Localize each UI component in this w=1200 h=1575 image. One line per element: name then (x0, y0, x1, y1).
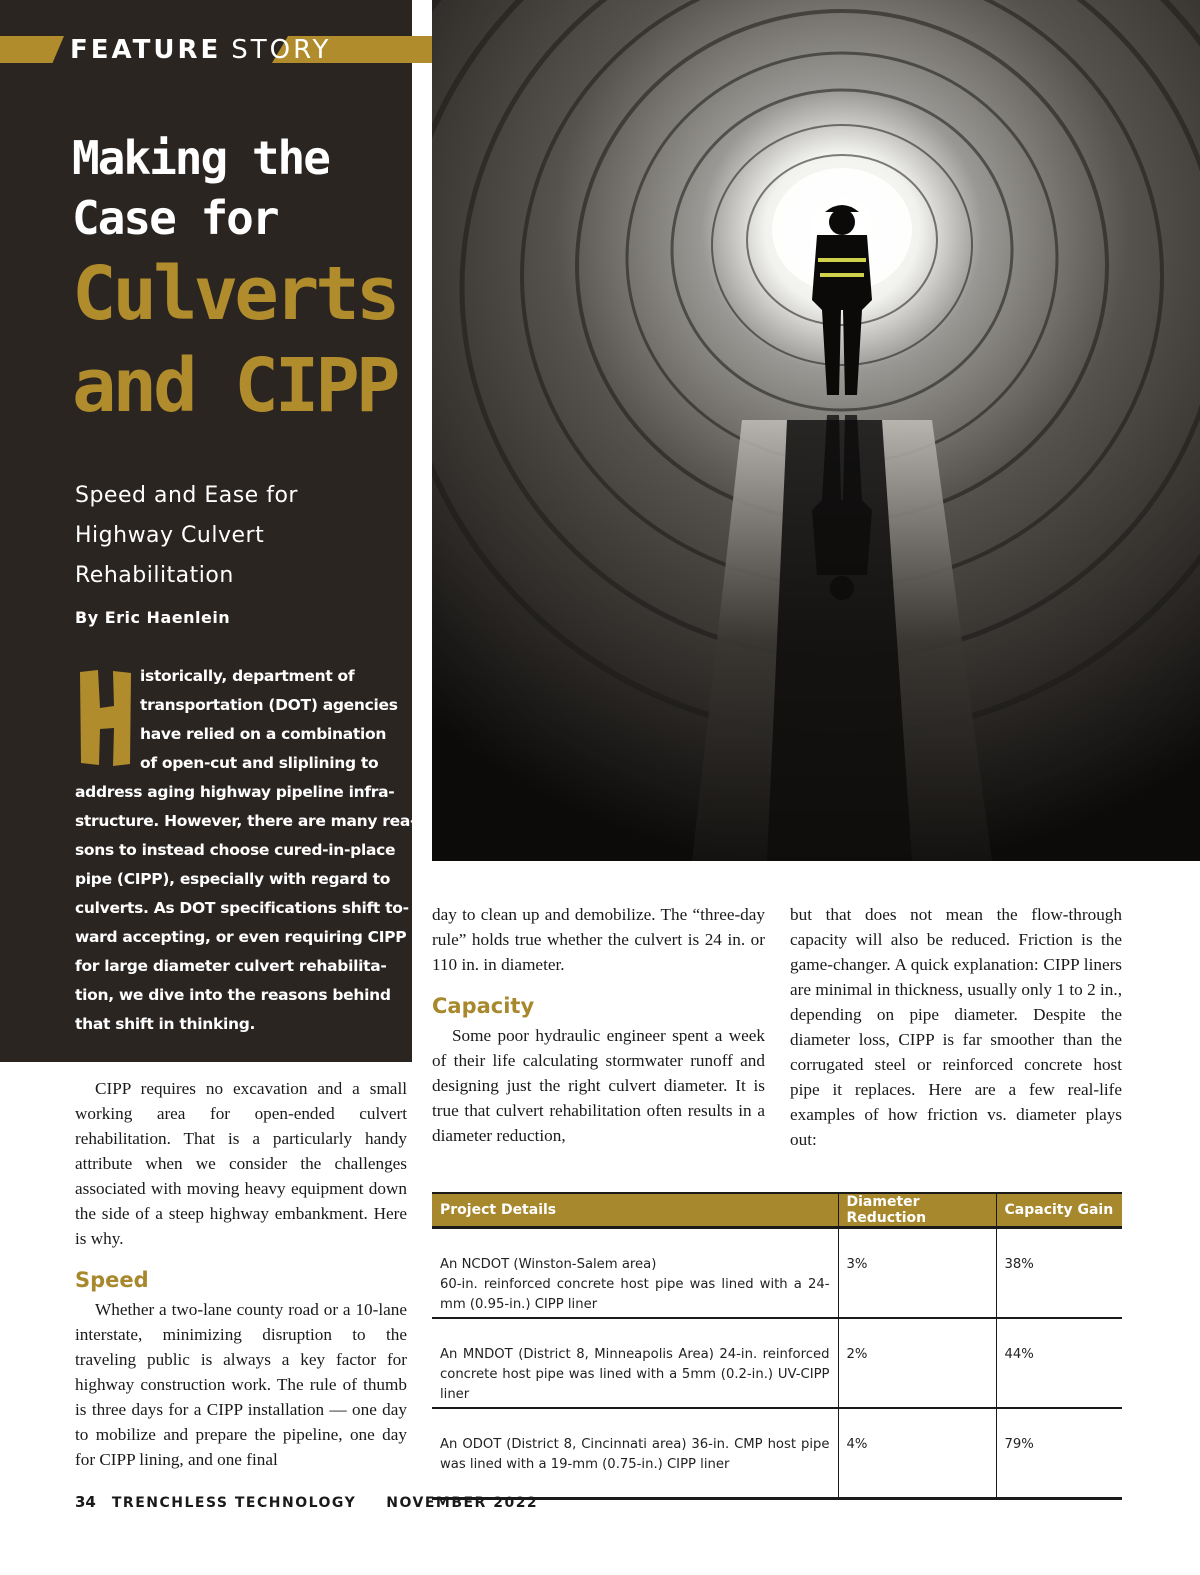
table-row (432, 1408, 1122, 1499)
project-details-cell (432, 1228, 838, 1319)
intro-line: structure. However, there are many rea- (75, 812, 417, 830)
intro-line: address aging highway pipeline infra- (75, 783, 395, 801)
intro-text-top (140, 662, 400, 778)
culvert-photo (432, 0, 1200, 861)
byline: By Eric Haenlein (75, 608, 231, 627)
title-line-4: and CIPP (72, 343, 397, 429)
column-header-capacity-gain: Capacity Gain (996, 1193, 1122, 1228)
article-title (72, 128, 396, 432)
intro-line: transportation (DOT) agencies (140, 696, 398, 714)
capacity-gain-cell: 38% (996, 1228, 1122, 1319)
intro-line: have relied on a combination (140, 725, 387, 743)
page-footer (75, 1493, 538, 1511)
drop-cap-h (76, 668, 136, 768)
title-line-3: Culverts (72, 251, 397, 337)
body-column-1 (75, 1076, 407, 1472)
intro-line: pipe (CIPP), especially with regard to (75, 870, 391, 888)
column-header-diameter-reduction: Diameter Reduction (838, 1193, 996, 1228)
issue-date: NOVEMBER 2022 (386, 1495, 539, 1511)
publication-name: TRENCHLESS TECHNOLOGY (111, 1495, 357, 1511)
column-header-project-details: Project Details (432, 1193, 838, 1228)
body-column-2 (432, 902, 765, 1148)
body-paragraph: CIPP requires no excavation and a small working area for open-ended culvert rehabilitation. That is a particularly handy attribute when we consider the challenges associated with moving heavy equipment down the side of a steep highway embankment. Here is why. (75, 1079, 407, 1248)
project-details-cell (432, 1408, 838, 1499)
section-label (70, 33, 331, 67)
body-column-3 (790, 902, 1122, 1152)
section-label-feature: FEATURE (70, 35, 222, 65)
title-line-1: Making the (72, 131, 329, 185)
section-heading-speed: Speed (75, 1268, 149, 1292)
intro-line: of open-cut and sliplining to (140, 754, 379, 772)
capacity-gain-cell: 79% (996, 1408, 1122, 1499)
section-label-story: STORY (231, 35, 332, 65)
section-heading-capacity: Capacity (432, 994, 535, 1018)
intro-line: sons to instead choose cured-in-place (75, 841, 396, 859)
table-row (432, 1318, 1122, 1408)
culvert-tunnel-illustration (432, 0, 1200, 861)
table-row (432, 1228, 1122, 1319)
intro-line: istorically, department of (140, 667, 355, 685)
friction-diameter-table (432, 1192, 1122, 1500)
intro-line: that shift in thinking. (75, 1015, 256, 1033)
intro-text-bottom (75, 778, 417, 1039)
body-paragraph: day to clean up and demobilize. The “three-day rule” holds true whether the culvert is 24 in. or 110 in. in diameter. (432, 905, 765, 974)
project-description: An MNDOT (District 8, Minneapolis Area) 24-in. reinforced concrete host pipe was lined with a 5mm (0.2-in.) UV-CIPP liner (440, 1347, 830, 1402)
article-subtitle: Speed and Ease for Highway Culvert Rehabilitation (75, 483, 298, 588)
body-paragraph: Whether a two-lane county road or a 10-lane interstate, minimizing disruption to the traveling public is always a key factor for highway construction work. The rule of thumb is three days for a CIPP installation — one day to mobilize and prepare the pipeline, one day for CIPP lining, and one final (75, 1300, 407, 1469)
intro-line: tion, we dive into the reasons behind (75, 986, 391, 1004)
intro-line: for large diameter culvert rehabilita- (75, 957, 387, 975)
body-paragraph: Some poor hydraulic engineer spent a week of their life calculating stormwater runoff and designing just the right culvert diameter. It is true that culvert rehabilitation often results in a diameter reduction, (432, 1026, 765, 1145)
body-paragraph: but that does not mean the flow-through capacity will also be reduced. Friction is the game-changer. A quick explanation: CIPP liners are minimal in thickness, usually only 1 to 2 in., depending on pipe diameter. Despite the diameter loss, CIPP is far smoother than the corrugated steel or reinforced concrete host pipe it replaces. Here are a few real-life examples of how friction vs. diameter plays out: (790, 905, 1122, 1149)
intro-line: culverts. As DOT specifications shift to- (75, 899, 409, 917)
diameter-reduction-cell: 4% (838, 1408, 996, 1499)
project-details-cell (432, 1318, 838, 1408)
title-line-2: Case for (72, 191, 278, 245)
project-name: An NCDOT (Winston-Salem area) (440, 1257, 657, 1272)
page-number: 34 (75, 1493, 96, 1511)
capacity-gain-cell: 44% (996, 1318, 1122, 1408)
diameter-reduction-cell: 2% (838, 1318, 996, 1408)
diameter-reduction-cell: 3% (838, 1228, 996, 1319)
project-description: An ODOT (District 8, Cincinnati area) 36-in. CMP host pipe was lined with a 19-mm (0.75-in.) CIPP liner (440, 1437, 830, 1472)
project-description: 60-in. reinforced concrete host pipe was lined with a 24-mm (0.95-in.) CIPP liner (440, 1277, 830, 1312)
intro-line: ward accepting, or even requiring CIPP (75, 928, 407, 946)
table-header-row (432, 1193, 1122, 1228)
